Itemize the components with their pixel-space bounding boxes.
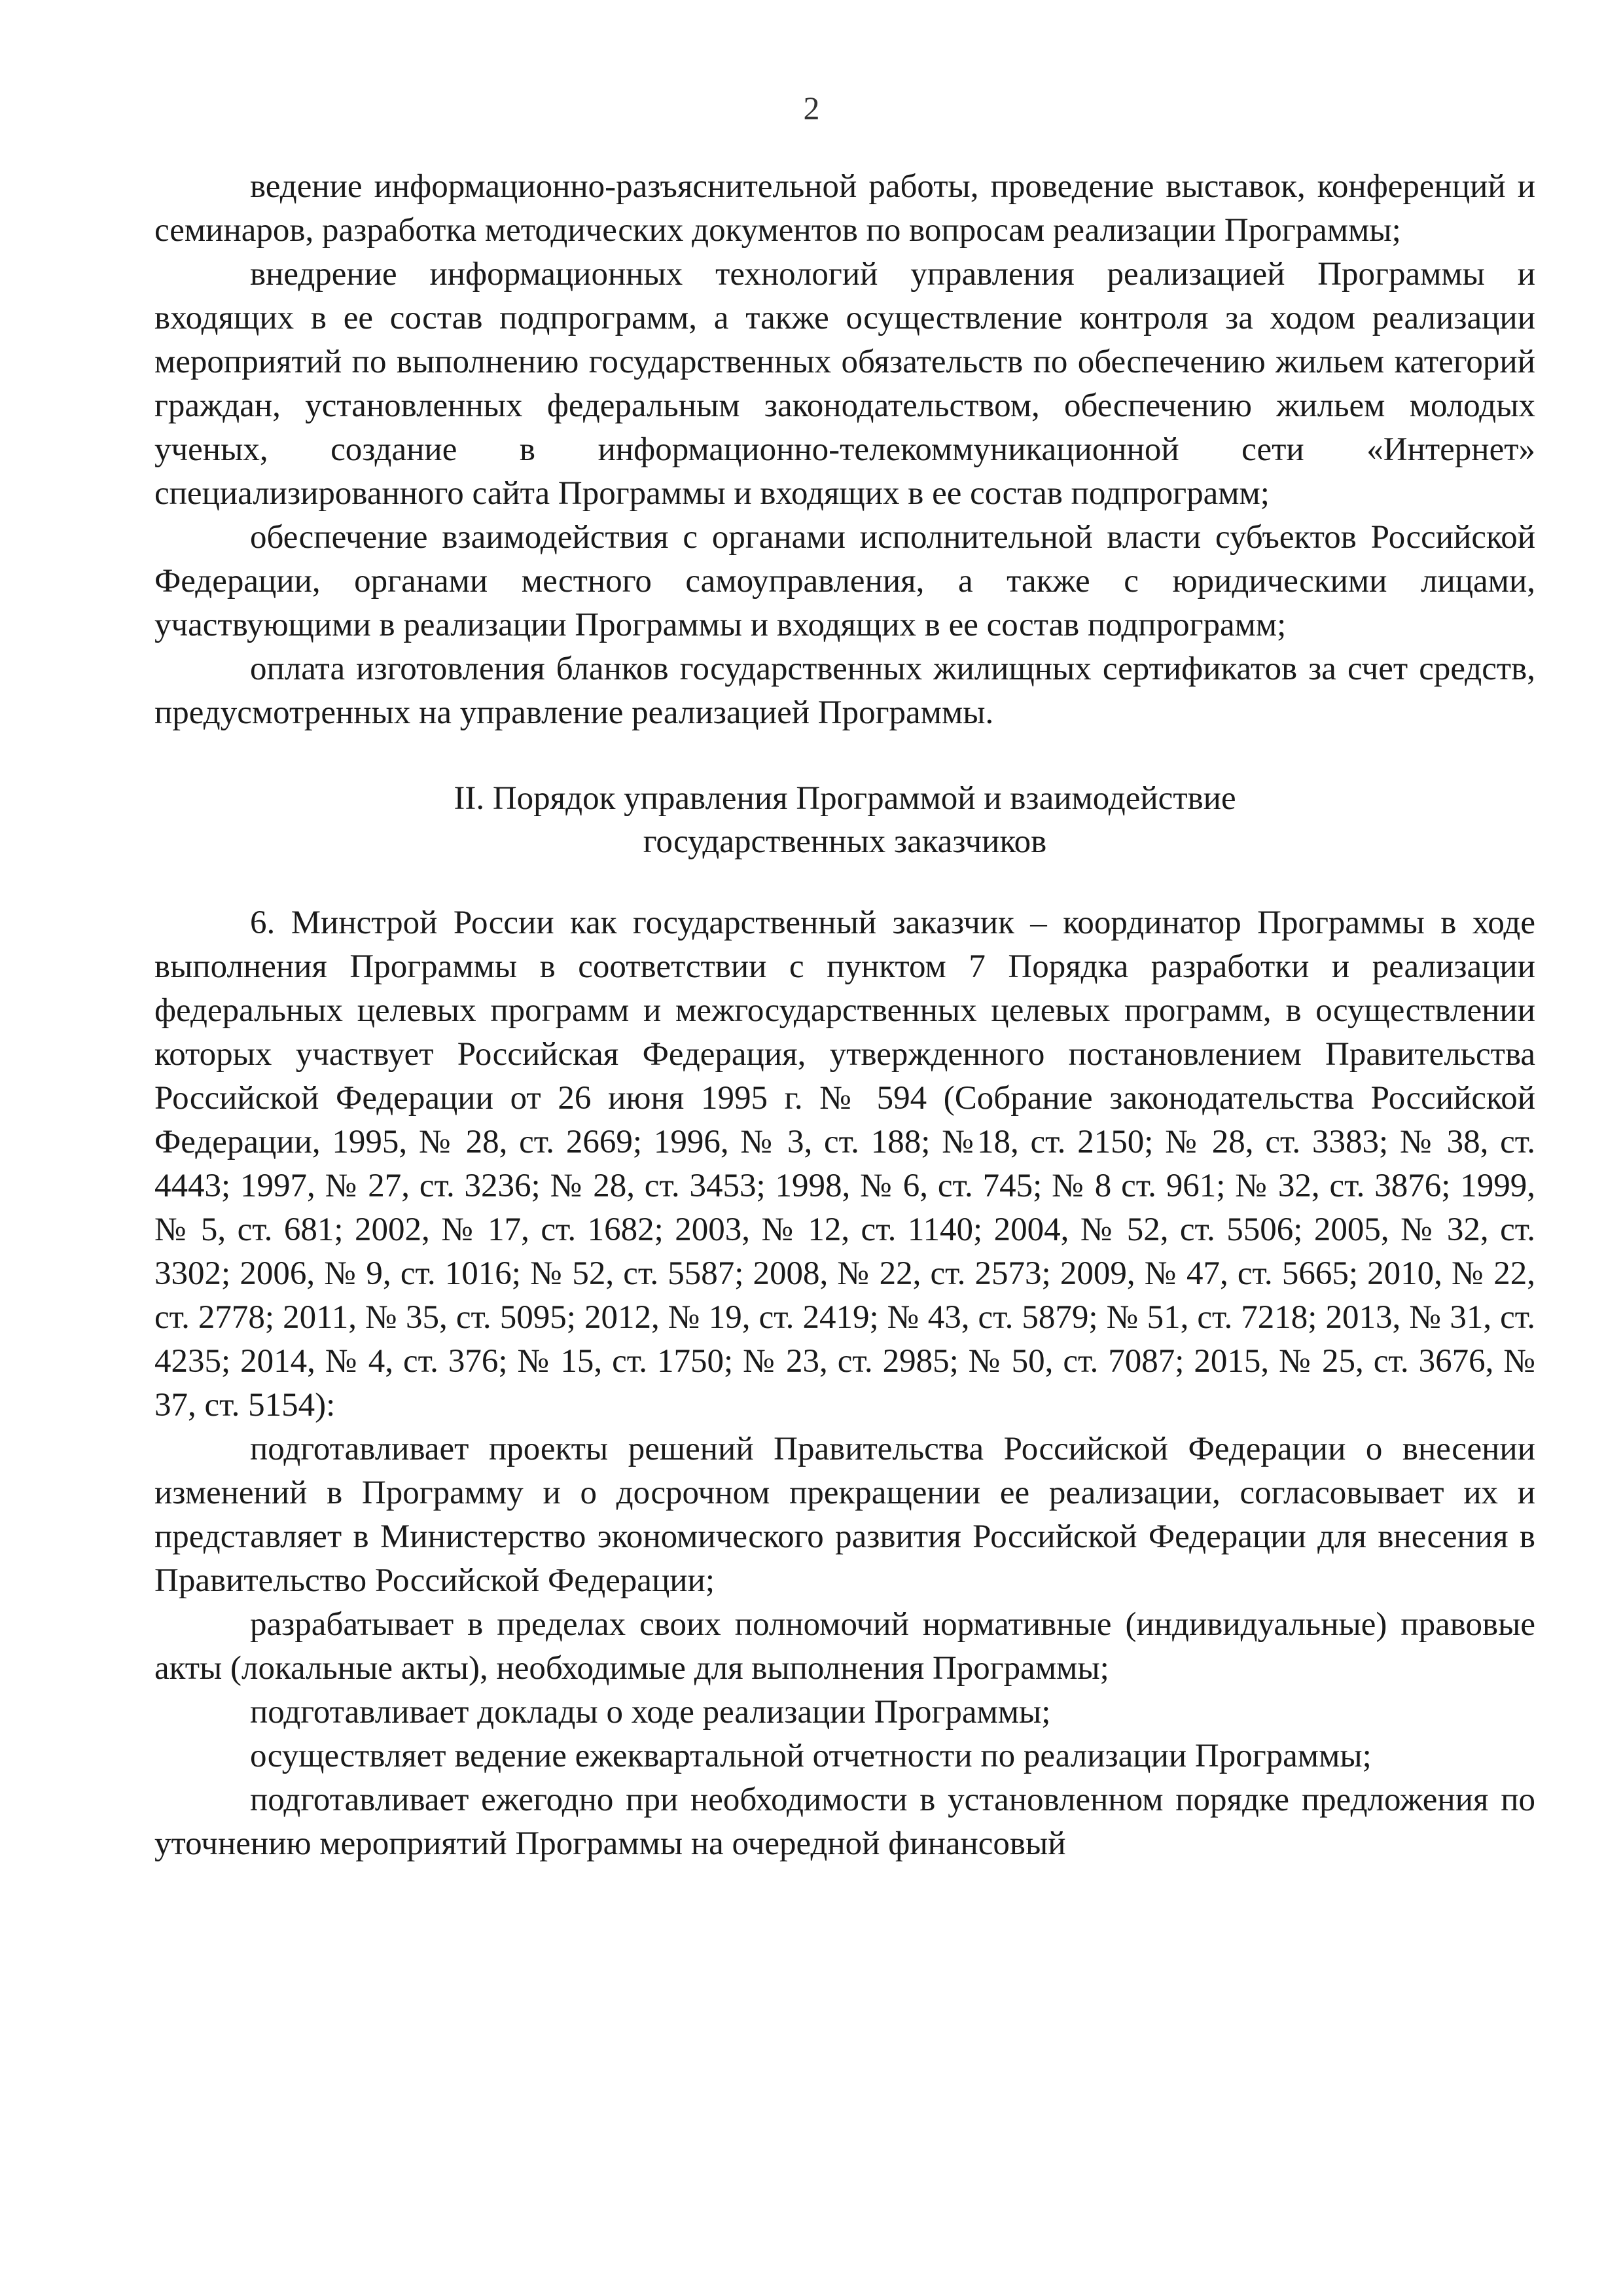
paragraph-develops-legal-acts: разрабатывает в пределах своих полномочий нормативные (индивидуальные) правовые акты (локальные акты), необходимые для выполнения Программы; xyxy=(154,1606,1535,1687)
paragraph-certificate-blanks: оплата изготовления бланков государственных жилищных сертификатов за счет средств, предусмотренных на управление реализацией Программы. xyxy=(154,651,1535,731)
paragraph-it-implementation: внедрение информационных технологий управления реализацией Программы и входящих в ее состав подпрограмм, а также осуществление контроля за ходом реализации мероприятий по выполнению государственных обязательств по обеспечению жильем категорий граждан, установленных федеральным законодательством, обеспечению жильем молодых ученых, создание в информационно-телекоммуникационной сети «Интернет» специализированного сайта Программы и входящих в ее состав подпрограмм; xyxy=(154,256,1535,512)
section-heading-line-2: государственных заказчиков xyxy=(643,823,1047,860)
paragraph-info-work: ведение информационно-разъяснительной работы, проведение выставок, конференций и семинаров, разработка методических документов по вопросам реализации Программы; xyxy=(154,168,1535,249)
paragraph-interaction: обеспечение взаимодействия с органами исполнительной власти субъектов Российской Федерации, органами местного самоуправления, а также с юридическими лицами, участвующими в реализации Программы и входящих в ее состав подпрограмм; xyxy=(154,519,1535,643)
paragraph-prepares-reports: подготавливает доклады о ходе реализации Программы; xyxy=(250,1694,1051,1731)
section-heading xyxy=(154,777,1535,863)
paragraph-item-6: 6. Минстрой России как государственный заказчик – координатор Программы в ходе выполнения Программы в соответствии с пунктом 7 Порядка разработки и реализации федеральных целевых программ и межгосударственных целевых программ, в осуществлении которых участвует Российская Федерация, утвержденного постановлением Правительства Российской Федерации от 26 июня 1995 г. № 594 (Собрание законодательства Российской Федерации, 1995, № 28, ст. 2669; 1996, № 3, ст. 188; №18, ст. 2150; № 28, ст. 3383; № 38, ст. 4443; 1997, № 27, ст. 3236; № 28, ст. 3453; 1998, № 6, ст. 745; № 8 ст. 961; № 32, ст. 3876; 1999, № 5, ст. 681; 2002, № 17, ст. 1682; 2003, № 12, ст. 1140; 2004, № 52, ст. 5506; 2005, № 32, ст. 3302; 2006, № 9, ст. 1016; № 52, ст. 5587; 2008, № 22, ст. 2573; 2009, № 47, ст. 5665; 2010, № 22, ст. 2778; 2011, № 35, ст. 5095; 2012, № 19, ст. 2419; № 43, ст. 5879; № 51, ст. 7218; 2013, № 31, ст. 4235; 2014, № 4, ст. 376; № 15, ст. 1750; № 23, ст. 2985; № 50, ст. 7087; 2015, № 25, ст. 3676, № 37, ст. 5154): xyxy=(154,905,1535,1424)
paragraph-quarterly-reporting: осуществляет ведение ежеквартальной отчетности по реализации Программы; xyxy=(250,1738,1372,1774)
section-heading-line-1: II. Порядок управления Программой и взаимодействие xyxy=(454,780,1236,817)
paragraph-annual-proposals: подготавливает ежегодно при необходимости в установленном порядке предложения по уточнению мероприятий Программы на очередной финансовый xyxy=(154,1782,1535,1862)
paragraph-prepares-draft-decisions: подготавливает проекты решений Правительства Российской Федерации о внесении изменений в Программу и о досрочном прекращении ее реализации, согласовывает их и представляет в Министерство экономического развития Российской Федерации для внесения в Правительство Российской Федерации; xyxy=(154,1431,1535,1599)
page-number: 2 xyxy=(803,90,820,126)
document-body xyxy=(154,165,1535,1866)
